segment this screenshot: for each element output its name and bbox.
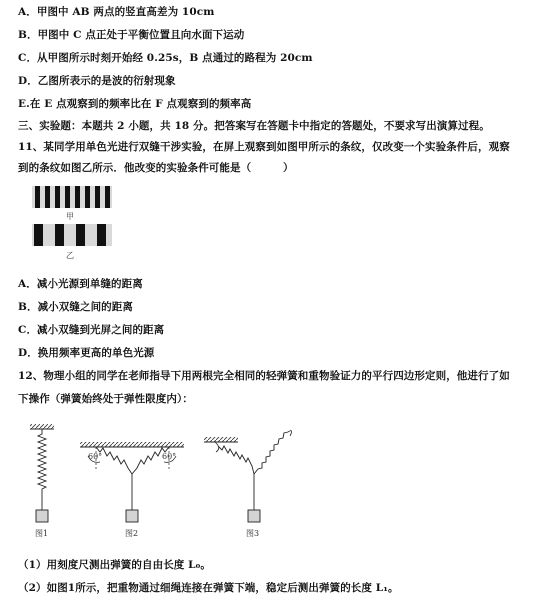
q11-option-b: B．减小双缝之间的距离 [18,301,133,313]
figure-1 [30,424,54,522]
q10-option-d: D．乙图所表示的是波的衍射现象 [18,75,176,87]
q11-stem-line2: 到的条纹如图乙所示．他改变的实验条件可能是（ ） [18,162,294,174]
fringe-pattern-b [32,224,112,246]
fringe-label-b: 乙 [66,251,74,260]
q10-option-c: C．从甲图所示时刻开始经 0.25s，B 点通过的路程为 20cm [18,52,313,64]
figure-3-caption: 图3 [246,529,260,538]
q11-option-d: D．换用频率更高的单色光源 [18,347,155,359]
angle-label-right: 60° [162,452,177,461]
q11-option-a: A．减小光源到单缝的距离 [18,278,143,290]
q10-option-a: A．甲图中 AB 两点的竖直高差为 10cm [18,6,215,18]
q12-step-1: （1）用刻度尺测出弹簧的自由长度 L₀。 [18,559,211,571]
spring-diagrams [0,412,554,550]
q11-option-c: C．减小双缝到光屏之间的距离 [18,324,165,336]
fringe-label-a: 甲 [66,212,74,221]
angle-label-left: 60° [88,452,103,461]
figure-3 [204,431,292,522]
fringe-pattern-a [32,186,112,208]
figure-2-caption: 图2 [125,529,139,538]
q10-option-e: E.在 E 点观察到的频率比在 F 点观察到的频率高 [18,98,252,110]
section-heading: 三、实验题：本题共 2 小题，共 18 分。把答案写在答题卡中指定的答题处，不要求写出演算过程。 [18,120,490,132]
q12-stem-line1: 12、物理小组的同学在老师指导下用两根完全相同的轻弹簧和重物验证力的平行四边形定则，他进行了如 [18,370,510,382]
q11-stem-line1: 11、某同学用单色光进行双缝干涉实验，在屏上观察到如图甲所示的条纹，仅改变一个实验条件后，观察 [18,141,510,153]
figure-1-caption: 图1 [35,529,49,538]
q12-stem-line2: 下操作（弹簧始终处于弹性限度内）： [18,393,193,405]
q10-option-b: B．甲图中 C 点正处于平衡位置且向水面下运动 [18,29,245,41]
q12-step-2: （2）如图1所示，把重物通过细绳连接在弹簧下端，稳定后测出弹簧的长度 L₁。 [18,582,399,594]
